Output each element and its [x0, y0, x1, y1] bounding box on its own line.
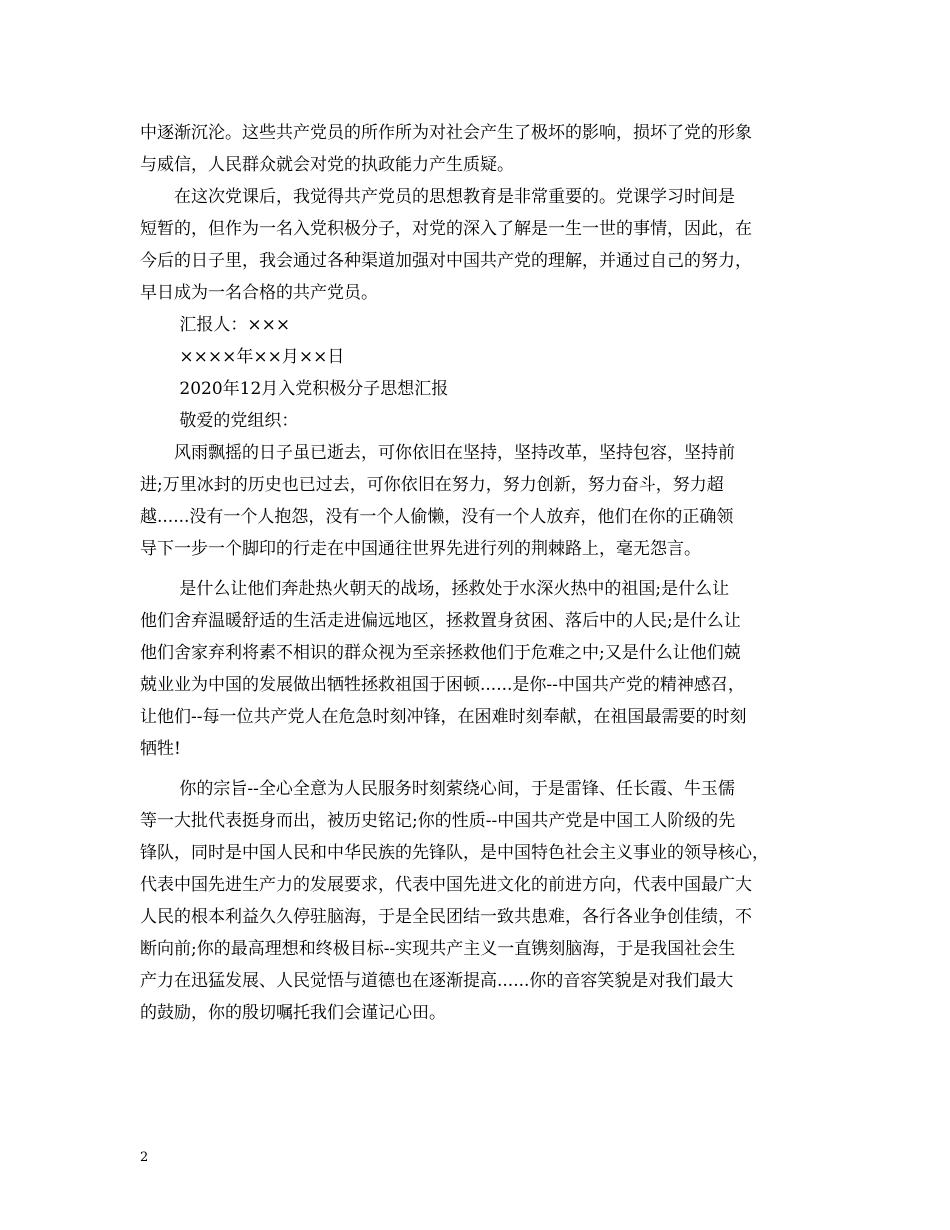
text-line: 是什么让他们奔赴热火朝天的战场，拯救处于水深火热中的祖国;是什么让 — [140, 579, 730, 599]
text-line: 早日成为一名合格的共产党员。 — [140, 283, 378, 303]
text-line: 中逐渐沉沦。这些共产党员的所作所为对社会产生了极坏的影响，损坏了党的形象 — [140, 123, 752, 143]
text-line: 今后的日子里，我会通过各种渠道加强对中国共产党的理解，并通过自己的努力， — [140, 251, 752, 271]
text-line: 的鼓励，你的殷切嘱托我们会谨记心田。 — [140, 1003, 446, 1023]
text-line: 在这次党课后，我觉得共产党员的思想教育是非常重要的。党课学习时间是 — [140, 187, 735, 207]
text-line: 产力在迅猛发展、人民觉悟与道德也在逐渐提高......你的音容笑貌是对我们最大 — [140, 971, 734, 991]
text-line: 短暂的，但作为一名入党积极分子，对党的深入了解是一生一世的事情，因此，在 — [140, 219, 752, 239]
signature-date: ××××年××月××日 — [140, 347, 345, 367]
text-line: 风雨飘摇的日子虽已逝去，可你依旧在坚持，坚持改革，坚持包容，坚持前 — [140, 443, 735, 463]
page-number: 2 — [140, 1150, 149, 1165]
text-line: 他们舍家弃利将素不相识的群众视为至亲拯救他们于危难之中;又是什么让他们兢 — [140, 643, 741, 663]
text-line: 他们舍弃温暖舒适的生活走进偏远地区，拯救置身贫困、落后中的人民;是什么让 — [140, 611, 741, 631]
report-title: 2020年12月入党积极分子思想汇报 — [140, 379, 449, 399]
text-line: 断向前;你的最高理想和终极目标--实现共产主义一直镌刻脑海，于是我国社会生 — [140, 939, 736, 959]
text-line: 你的宗旨--全心全意为人民服务时刻萦绕心间，于是雷锋、任长霞、牛玉儒 — [140, 779, 735, 799]
text-line: 让他们--每一位共产党人在危急时刻冲锋，在困难时刻奉献，在祖国最需要的时刻 — [140, 707, 747, 727]
text-line: 与威信，人民群众就会对党的执政能力产生质疑。 — [140, 155, 514, 175]
text-line: 人民的根本利益久久停驻脑海，于是全民团结一致共患难，各行各业争创佳绩，不 — [140, 907, 752, 927]
signature-reporter: 汇报人：××× — [140, 315, 291, 335]
text-line: 代表中国先进生产力的发展要求，代表中国先进文化的前进方向，代表中国最广大 — [140, 875, 752, 895]
text-line: 越......没有一个人抱怨，没有一个人偷懒，没有一个人放弃，他们在你的正确领 — [140, 507, 734, 527]
text-line: 牺牲! — [140, 739, 181, 759]
text-line: 进;万里冰封的历史也已过去，可你依旧在努力，努力创新，努力奋斗，努力超 — [140, 475, 724, 495]
text-line: 锋队，同时是中国人民和中华民族的先锋队，是中国特色社会主义事业的领导核心， — [140, 843, 769, 863]
salutation: 敬爱的党组织： — [140, 411, 299, 431]
text-line: 等一大批代表挺身而出，被历史铭记;你的性质--中国共产党是中国工人阶级的先 — [140, 811, 736, 831]
text-line: 导下一步一个脚印的行走在中国通往世界先进行列的荆棘路上，毫无怨言。 — [140, 539, 701, 559]
text-line: 兢业业为中国的发展做出牺牲拯救祖国于困顿......是你--中国共产党的精神感召， — [140, 675, 745, 695]
